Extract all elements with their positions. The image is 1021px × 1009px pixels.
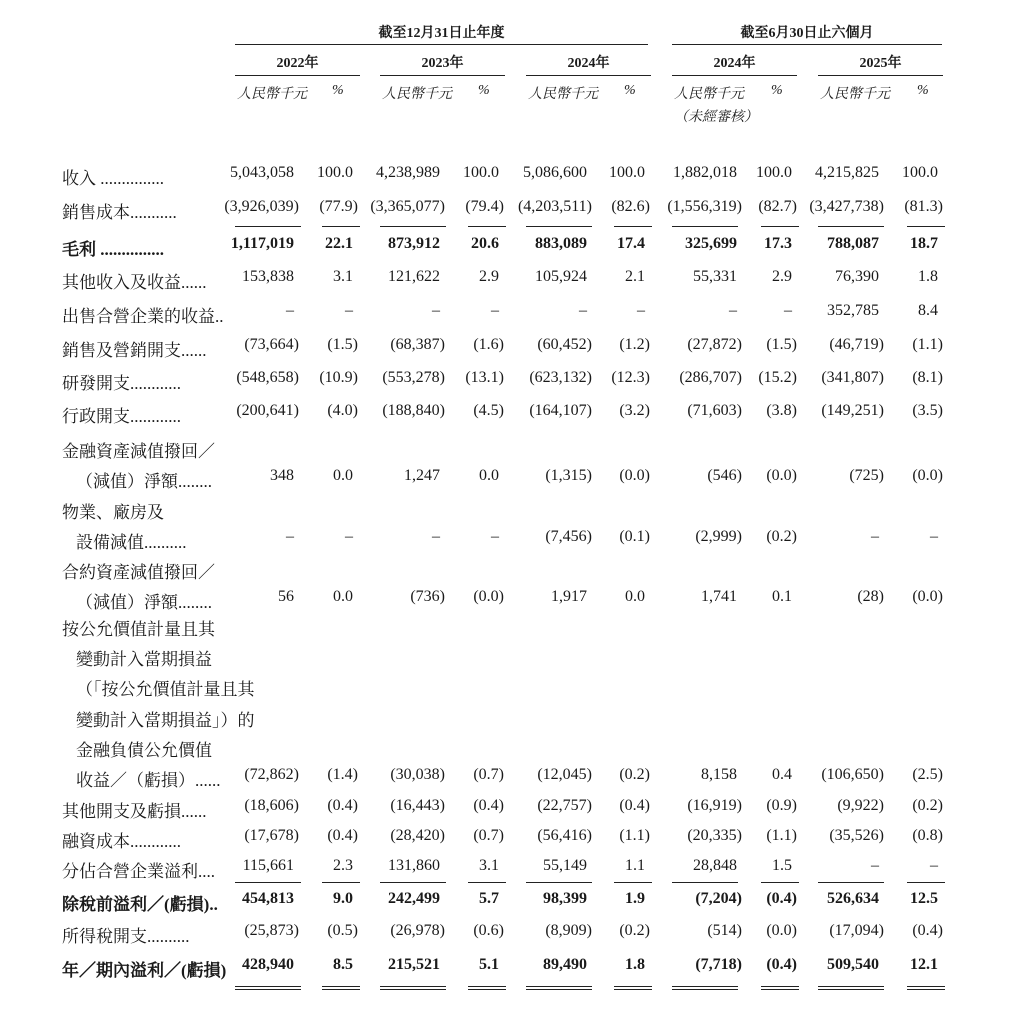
amount-cell: (30,038) bbox=[390, 766, 445, 783]
row-label: 物業、廠房及 bbox=[62, 502, 164, 522]
row-label: 銷售成本........... bbox=[62, 203, 177, 222]
pct-cell: (0.2) bbox=[619, 922, 650, 939]
amount-cell: 4,238,989 bbox=[376, 164, 440, 181]
pct-cell: (1.6) bbox=[473, 336, 504, 353]
pct-cell: 0.0 bbox=[333, 467, 353, 484]
amount-cell: – bbox=[286, 528, 294, 545]
total-double-rule bbox=[526, 986, 592, 990]
pct-cell: (3.8) bbox=[766, 402, 797, 419]
amount-cell: (73,664) bbox=[244, 336, 299, 353]
year-underline bbox=[235, 75, 360, 76]
pct-cell: (0.5) bbox=[327, 922, 358, 939]
amount-cell: 56 bbox=[278, 588, 294, 605]
row-label: 年／期內溢利／(虧損) bbox=[62, 961, 227, 980]
amount-cell: (736) bbox=[410, 588, 445, 605]
amount-cell: – bbox=[432, 528, 440, 545]
total-double-rule bbox=[380, 986, 446, 990]
year-header: 2022年 bbox=[276, 56, 319, 71]
subtotal-rule bbox=[614, 226, 652, 227]
amount-cell: 348 bbox=[270, 467, 294, 484]
pct-cell: 17.4 bbox=[617, 235, 645, 252]
amount-cell: 325,699 bbox=[685, 235, 737, 252]
pct-cell: (82.6) bbox=[611, 198, 650, 215]
subtotal-rule bbox=[235, 882, 301, 883]
pct-cell: (1.1) bbox=[766, 827, 797, 844]
amount-cell: 89,490 bbox=[543, 956, 587, 973]
pct-cell: 3.1 bbox=[479, 857, 499, 874]
pct-cell: 2.1 bbox=[625, 268, 645, 285]
subtotal-rule bbox=[468, 882, 506, 883]
row-label: 行政開支............ bbox=[62, 407, 181, 426]
pct-cell: 100.0 bbox=[463, 164, 499, 181]
unit-percent: % bbox=[478, 83, 490, 98]
amount-cell: (68,387) bbox=[390, 336, 445, 353]
pct-cell: (0.0) bbox=[766, 922, 797, 939]
amount-cell: (514) bbox=[707, 922, 742, 939]
unit-amount: 人民幣千元 bbox=[382, 87, 452, 102]
row-label: 變動計入當期損益」）的 bbox=[76, 710, 255, 730]
amount-cell: (28) bbox=[857, 588, 884, 605]
row-label: 銷售及營銷開支...... bbox=[62, 341, 207, 360]
total-double-rule bbox=[907, 986, 945, 990]
amount-cell: 131,860 bbox=[388, 857, 440, 874]
pct-cell: (2.5) bbox=[912, 766, 943, 783]
amount-cell: (553,278) bbox=[382, 369, 445, 386]
pct-cell: 100.0 bbox=[317, 164, 353, 181]
subtotal-rule bbox=[818, 882, 884, 883]
pct-cell: (0.7) bbox=[473, 766, 504, 783]
amount-cell: 1,117,019 bbox=[230, 235, 294, 252]
amount-cell: 883,089 bbox=[535, 235, 587, 252]
amount-cell: (18,606) bbox=[244, 797, 299, 814]
amount-cell: (60,452) bbox=[537, 336, 592, 353]
subtotal-rule bbox=[322, 882, 360, 883]
year-header: 2025年 bbox=[859, 56, 902, 71]
amount-cell: (27,872) bbox=[687, 336, 742, 353]
amount-cell: 76,390 bbox=[835, 268, 879, 285]
amount-cell: 115,661 bbox=[242, 857, 294, 874]
pct-cell: (0.6) bbox=[473, 922, 504, 939]
year-underline bbox=[818, 75, 943, 76]
amount-cell: (725) bbox=[849, 467, 884, 484]
amount-cell: (7,456) bbox=[545, 528, 592, 545]
total-double-rule bbox=[468, 986, 506, 990]
amount-cell: (1,315) bbox=[545, 467, 592, 484]
amount-cell: (25,873) bbox=[244, 922, 299, 939]
row-label: （減值）淨額........ bbox=[76, 593, 212, 612]
unit-percent: % bbox=[917, 83, 929, 98]
amount-cell: 105,924 bbox=[535, 268, 587, 285]
row-label: 金融負債公允價值 bbox=[76, 740, 212, 760]
row-label: 設備減值.......... bbox=[76, 533, 187, 552]
pct-cell: – bbox=[637, 302, 645, 319]
amount-cell: 454,813 bbox=[242, 890, 294, 907]
pct-cell: 2.9 bbox=[772, 268, 792, 285]
pct-cell: 22.1 bbox=[325, 235, 353, 252]
amount-cell: 788,087 bbox=[827, 235, 879, 252]
subtotal-rule bbox=[907, 226, 945, 227]
pct-cell: (0.4) bbox=[766, 890, 797, 907]
amount-cell: (548,658) bbox=[236, 369, 299, 386]
pct-cell: (1.1) bbox=[912, 336, 943, 353]
pct-cell: 1.1 bbox=[625, 857, 645, 874]
group-underline-1 bbox=[235, 44, 648, 45]
pct-cell: (1.4) bbox=[327, 766, 358, 783]
amount-cell: (16,919) bbox=[687, 797, 742, 814]
pct-cell: – bbox=[491, 528, 499, 545]
subtotal-rule bbox=[614, 882, 652, 883]
amount-cell: 121,622 bbox=[388, 268, 440, 285]
group-underline-2 bbox=[672, 44, 942, 45]
pct-cell: (8.1) bbox=[912, 369, 943, 386]
pct-cell: (0.4) bbox=[327, 797, 358, 814]
amount-cell: (106,650) bbox=[821, 766, 884, 783]
amount-cell: (546) bbox=[707, 467, 742, 484]
pct-cell: (0.2) bbox=[766, 528, 797, 545]
amount-cell: (56,416) bbox=[537, 827, 592, 844]
group-title-year-ended: 截至12月31日止年度 bbox=[378, 26, 505, 41]
pct-cell: (0.0) bbox=[912, 588, 943, 605]
pct-cell: (13.1) bbox=[465, 369, 504, 386]
amount-cell: – bbox=[579, 302, 587, 319]
year-underline bbox=[380, 75, 505, 76]
amount-cell: 55,149 bbox=[543, 857, 587, 874]
unit-amount: 人民幣千元 bbox=[820, 87, 890, 102]
amount-cell: (4,203,511) bbox=[517, 198, 592, 215]
year-header: 2024年 bbox=[567, 56, 610, 71]
row-label: 毛利 ............... bbox=[62, 240, 164, 259]
total-double-rule bbox=[818, 986, 884, 990]
pct-cell: 0.0 bbox=[333, 588, 353, 605]
pct-cell: (3.2) bbox=[619, 402, 650, 419]
amount-cell: 153,838 bbox=[242, 268, 294, 285]
subtotal-rule bbox=[322, 226, 360, 227]
pct-cell: (0.0) bbox=[619, 467, 650, 484]
amount-cell: 55,331 bbox=[693, 268, 737, 285]
pct-cell: (0.4) bbox=[473, 797, 504, 814]
pct-cell: (0.2) bbox=[619, 766, 650, 783]
amount-cell: 5,043,058 bbox=[230, 164, 294, 181]
pct-cell: – bbox=[345, 302, 353, 319]
amount-cell: (188,840) bbox=[382, 402, 445, 419]
row-label: 所得稅開支.......... bbox=[62, 927, 190, 946]
subtotal-rule bbox=[761, 226, 799, 227]
pct-cell: 1.9 bbox=[625, 890, 645, 907]
total-double-rule bbox=[322, 986, 360, 990]
amount-cell: 526,634 bbox=[827, 890, 879, 907]
subtotal-rule bbox=[761, 882, 799, 883]
amount-cell: (164,107) bbox=[529, 402, 592, 419]
pct-cell: 9.0 bbox=[333, 890, 353, 907]
pct-cell: 8.4 bbox=[918, 302, 938, 319]
pct-cell: (3.5) bbox=[912, 402, 943, 419]
amount-cell: (22,757) bbox=[537, 797, 592, 814]
pct-cell: (0.9) bbox=[766, 797, 797, 814]
pct-cell: (0.0) bbox=[473, 588, 504, 605]
pct-cell: (0.8) bbox=[912, 827, 943, 844]
subtotal-rule bbox=[672, 226, 738, 227]
pct-cell: 1.8 bbox=[625, 956, 645, 973]
unit-percent: % bbox=[771, 83, 783, 98]
pct-cell: – bbox=[345, 528, 353, 545]
unit-amount: 人民幣千元 bbox=[237, 87, 307, 102]
pct-cell: (0.4) bbox=[766, 956, 797, 973]
amount-cell: (3,926,039) bbox=[224, 198, 299, 215]
year-header: 2023年 bbox=[421, 56, 464, 71]
pct-cell: 8.5 bbox=[333, 956, 353, 973]
pct-cell: (4.0) bbox=[327, 402, 358, 419]
amount-cell: 1,917 bbox=[551, 588, 587, 605]
pct-cell: (15.2) bbox=[758, 369, 797, 386]
subtotal-rule bbox=[526, 226, 592, 227]
amount-cell: (17,094) bbox=[829, 922, 884, 939]
unaudited-note: （未經審核） bbox=[674, 110, 758, 125]
pct-cell: 100.0 bbox=[609, 164, 645, 181]
subtotal-rule bbox=[818, 226, 884, 227]
pct-cell: (0.2) bbox=[912, 797, 943, 814]
amount-cell: 8,158 bbox=[701, 766, 737, 783]
amount-cell: 1,741 bbox=[701, 588, 737, 605]
pct-cell: (79.4) bbox=[465, 198, 504, 215]
pct-cell: (0.7) bbox=[473, 827, 504, 844]
amount-cell: (286,707) bbox=[679, 369, 742, 386]
pct-cell: 1.5 bbox=[772, 857, 792, 874]
subtotal-rule bbox=[907, 882, 945, 883]
amount-cell: (1,556,319) bbox=[667, 198, 742, 215]
amount-cell: (149,251) bbox=[821, 402, 884, 419]
amount-cell: (46,719) bbox=[829, 336, 884, 353]
total-double-rule bbox=[614, 986, 652, 990]
pct-cell: (12.3) bbox=[611, 369, 650, 386]
pct-cell: – bbox=[930, 528, 938, 545]
pct-cell: 2.9 bbox=[479, 268, 499, 285]
amount-cell: 5,086,600 bbox=[523, 164, 587, 181]
pct-cell: 3.1 bbox=[333, 268, 353, 285]
subtotal-rule bbox=[380, 882, 446, 883]
unit-percent: % bbox=[624, 83, 636, 98]
pct-cell: – bbox=[930, 857, 938, 874]
row-label: 除稅前溢利／(虧損).. bbox=[62, 895, 218, 914]
amount-cell: 1,882,018 bbox=[673, 164, 737, 181]
pct-cell: 18.7 bbox=[910, 235, 938, 252]
unit-amount: 人民幣千元 bbox=[674, 87, 744, 102]
pct-cell: 0.0 bbox=[625, 588, 645, 605]
subtotal-rule bbox=[526, 882, 592, 883]
pct-cell: (0.0) bbox=[766, 467, 797, 484]
amount-cell: (28,420) bbox=[390, 827, 445, 844]
year-underline bbox=[672, 75, 797, 76]
amount-cell: (16,443) bbox=[390, 797, 445, 814]
pct-cell: (10.9) bbox=[319, 369, 358, 386]
amount-cell: (35,526) bbox=[829, 827, 884, 844]
pct-cell: 0.0 bbox=[479, 467, 499, 484]
amount-cell: (12,045) bbox=[537, 766, 592, 783]
unit-percent: % bbox=[332, 83, 344, 98]
row-label: 分佔合營企業溢利.... bbox=[62, 862, 215, 881]
amount-cell: 352,785 bbox=[827, 302, 879, 319]
amount-cell: 428,940 bbox=[242, 956, 294, 973]
pct-cell: 12.5 bbox=[910, 890, 938, 907]
amount-cell: (3,365,077) bbox=[370, 198, 445, 215]
amount-cell: (341,807) bbox=[821, 369, 884, 386]
pct-cell: (0.4) bbox=[912, 922, 943, 939]
amount-cell: (9,922) bbox=[837, 797, 884, 814]
year-underline bbox=[526, 75, 651, 76]
amount-cell: (7,718) bbox=[695, 956, 742, 973]
amount-cell: (200,641) bbox=[236, 402, 299, 419]
row-label: 按公允價值計量且其 bbox=[62, 620, 215, 639]
total-double-rule bbox=[235, 986, 301, 990]
amount-cell: (8,909) bbox=[545, 922, 592, 939]
row-label: 出售合營企業的收益.. bbox=[62, 307, 224, 326]
pct-cell: (1.1) bbox=[619, 827, 650, 844]
pct-cell: 0.4 bbox=[772, 766, 792, 783]
amount-cell: 215,521 bbox=[388, 956, 440, 973]
pct-cell: 17.3 bbox=[764, 235, 792, 252]
amount-cell: (3,427,738) bbox=[809, 198, 884, 215]
row-label: 變動計入當期損益 bbox=[76, 650, 212, 670]
pct-cell: (77.9) bbox=[319, 198, 358, 215]
amount-cell: (2,999) bbox=[695, 528, 742, 545]
amount-cell: 873,912 bbox=[388, 235, 440, 252]
pct-cell: (1.5) bbox=[766, 336, 797, 353]
pct-cell: (0.0) bbox=[912, 467, 943, 484]
year-header: 2024年 bbox=[713, 56, 756, 71]
amount-cell: 28,848 bbox=[693, 857, 737, 874]
row-label: 融資成本............ bbox=[62, 832, 181, 851]
row-label: 研發開支............ bbox=[62, 374, 181, 393]
amount-cell: – bbox=[729, 302, 737, 319]
subtotal-rule bbox=[235, 226, 301, 227]
amount-cell: 4,215,825 bbox=[815, 164, 879, 181]
amount-cell: (17,678) bbox=[244, 827, 299, 844]
pct-cell: 100.0 bbox=[902, 164, 938, 181]
pct-cell: (1.2) bbox=[619, 336, 650, 353]
row-label: 收益／（虧損）...... bbox=[76, 771, 221, 790]
row-label: 其他開支及虧損...... bbox=[62, 802, 207, 821]
group-title-six-months: 截至6月30日止六個月 bbox=[740, 26, 874, 41]
amount-cell: (26,978) bbox=[390, 922, 445, 939]
subtotal-rule bbox=[672, 882, 738, 883]
amount-cell: (20,335) bbox=[687, 827, 742, 844]
pct-cell: 2.3 bbox=[333, 857, 353, 874]
pct-cell: – bbox=[491, 302, 499, 319]
amount-cell: – bbox=[871, 857, 879, 874]
amount-cell: (623,132) bbox=[529, 369, 592, 386]
pct-cell: – bbox=[784, 302, 792, 319]
amount-cell: – bbox=[432, 302, 440, 319]
amount-cell: (72,862) bbox=[244, 766, 299, 783]
row-label: 金融資產減值撥回／ bbox=[62, 441, 215, 461]
pct-cell: 1.8 bbox=[918, 268, 938, 285]
pct-cell: 5.1 bbox=[479, 956, 499, 973]
pct-cell: (4.5) bbox=[473, 402, 504, 419]
amount-cell: 98,399 bbox=[543, 890, 587, 907]
total-double-rule bbox=[672, 986, 738, 990]
row-label: （「按公允價值計量且其 bbox=[76, 680, 255, 700]
amount-cell: 242,499 bbox=[388, 890, 440, 907]
total-double-rule bbox=[761, 986, 799, 990]
subtotal-rule bbox=[468, 226, 506, 227]
row-label: （減值）淨額........ bbox=[76, 472, 212, 491]
pct-cell: (1.5) bbox=[327, 336, 358, 353]
pct-cell: (0.1) bbox=[619, 528, 650, 545]
pct-cell: 20.6 bbox=[471, 235, 499, 252]
pct-cell: (82.7) bbox=[758, 198, 797, 215]
pct-cell: (81.3) bbox=[904, 198, 943, 215]
row-label: 其他收入及收益...... bbox=[62, 273, 207, 292]
amount-cell: 509,540 bbox=[827, 956, 879, 973]
pct-cell: 5.7 bbox=[479, 890, 499, 907]
amount-cell: – bbox=[286, 302, 294, 319]
pct-cell: 100.0 bbox=[756, 164, 792, 181]
unit-amount: 人民幣千元 bbox=[528, 87, 598, 102]
row-label: 合約資產減值撥回／ bbox=[62, 562, 215, 582]
amount-cell: (7,204) bbox=[695, 890, 742, 907]
pct-cell: 12.1 bbox=[910, 956, 938, 973]
amount-cell: (71,603) bbox=[687, 402, 742, 419]
amount-cell: 1,247 bbox=[404, 467, 440, 484]
row-label: 收入 ............... bbox=[62, 169, 164, 188]
pct-cell: (0.4) bbox=[619, 797, 650, 814]
amount-cell: – bbox=[871, 528, 879, 545]
pct-cell: 0.1 bbox=[772, 588, 792, 605]
pct-cell: (0.4) bbox=[327, 827, 358, 844]
subtotal-rule bbox=[380, 226, 446, 227]
